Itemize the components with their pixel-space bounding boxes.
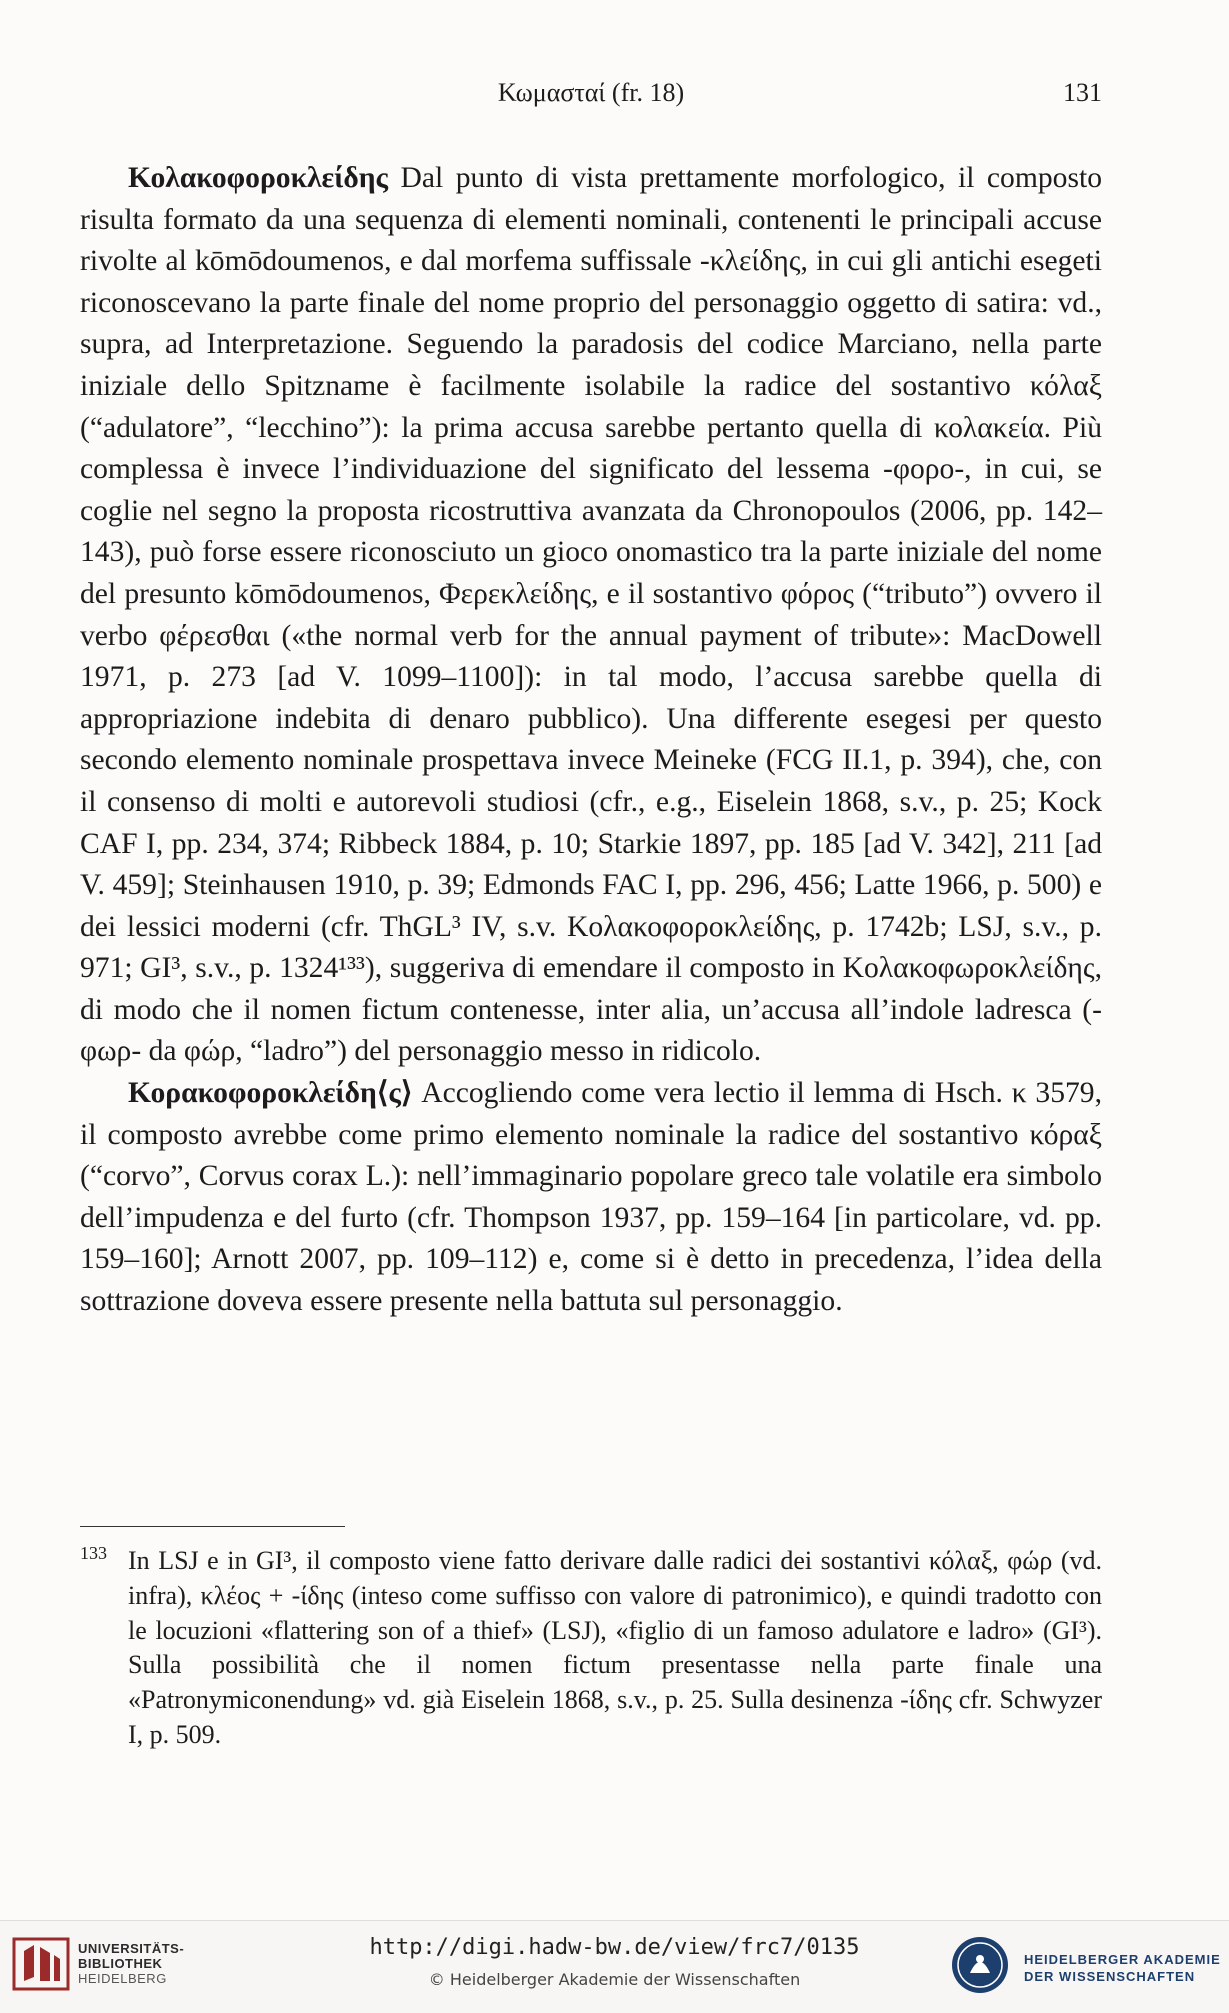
academy-seal-icon[interactable] (948, 1933, 1012, 1997)
university-library-name: UNIVERSITÄTS- BIBLIOTHEK HEIDELBERG (78, 1941, 185, 1986)
permalink-url[interactable]: http://digi.hadw-bw.de/view/frc7/0135 (369, 1935, 860, 1960)
paragraph-2 (80, 1073, 1102, 1323)
page-number: 131 (1063, 78, 1102, 107)
running-head-title: Κωμασταί (fr. 18) (497, 78, 685, 107)
academy-name: HEIDELBERGER AKADEMIE DER WISSENSCHAFTEN (1024, 1952, 1221, 1984)
footnote-rule (80, 1526, 345, 1527)
university-library-logo-icon[interactable] (10, 1933, 72, 1995)
footnote-text: In LSJ e in GI³, il composto viene fatto derivare dalle radici dei sostantivi κόλαξ, φώρ (vd. infra), κλέος + -ίδης (inteso come suffisso con valore di patronimico), e quindi tradotto con le locuzioni «flattering son of a thief» (LSJ), «figlio di un famoso adulatore e ladro» (GI³). Sulla possibilità che il nomen fictum presentasse nella parte finale una «Patronymiconendung» vd. già Eiselein 1868, s.v., p. 25. Sulla desinenza -ίδης cfr. Schwyzer I, p. 509. (128, 1546, 1102, 1749)
lemma-kolakophorokleides: Κολακοφοροκλείδης (128, 162, 389, 194)
copyright-notice: © Heidelberger Akademie der Wissenschaften (428, 1970, 801, 1989)
footnote-133 (80, 1544, 1102, 1753)
body-text (80, 158, 1102, 1323)
paragraph-2-text: Accogliendo come vera lectio il lemma di Hsch. κ 3579, il composto avrebbe come primo elemento nominale la radice del sostantivo κόραξ (“corvo”, Corvus corax L.): nell’immaginario popolare greco tale volatile era simbolo dell’impudenza e del furto (cfr. Thompson 1937, pp. 159–164 [in particolare, vd. pp. 159–160]; Arnott 2007, pp. 109–112) e, come si è detto in precedenza, l’idea della sottrazione doveva essere presente nella battuta sul personaggio. (80, 1077, 1102, 1318)
paragraph-1 (80, 158, 1102, 1073)
paragraph-1-text: Dal punto di vista prettamente morfologico, il composto risulta formato da una sequenza di elementi nominali, contenenti le principali accuse rivolte al kōmōdoumenos, e dal morfema suffissale -κλείδης, in cui gli antichi esegeti riconoscevano la parte finale del nome proprio del personaggio oggetto di satira: vd., supra, ad Interpretazione. Seguendo la paradosis del codice Marciano, nella parte iniziale dello Spitzname è facilmente isolabile la radice del sostantivo κόλαξ (“adulatore”, “lecchino”): la prima accusa sarebbe pertanto quella di κολακεία. Più complessa è invece l’individuazione del significato del lessema -φορο-, in cui, se coglie nel segno la proposta ricostruttiva avanzata da Chronopoulos (2006, pp. 142–143), può forse essere riconosciuto un gioco onomastico tra la parte iniziale del nome del presunto kōmōdoumenos, Φερεκλείδης, e il sostantivo φόρος (“tributo”) ovvero il verbo φέρεσθαι («the normal verb for the annual payment of tribute»: MacDowell 1971, p. 273 [ad V. 1099–1100]): in tal modo, l’accusa sarebbe quella di appropriazione indebita di denaro pubblico). Una differente esegesi per questo secondo elemento nominale prospettava invece Meineke (FCG II.1, p. 394), che, con il consenso di molti e autorevoli studiosi (cfr., e.g., Eiselein 1868, s.v., p. 25; Kock CAF I, pp. 234, 374; Ribbeck 1884, p. 10; Starkie 1897, pp. 185 [ad V. 342], 211 [ad V. 459]; Steinhausen 1910, p. 39; Edmonds FAC I, pp. 296, 456; Latte 1966, p. 500) e dei lessici moderni (cfr. ThGL³ IV, s.v. Κολακοφοροκλείδης, p. 1742b; LSJ, s.v., p. 971; GI³, s.v., p. 1324¹³³), suggeriva di emendare il composto in Κολακοφωροκλείδης, di modo che il nomen fictum contenesse, inter alia, un’accusa all’indole ladresca (-φωρ- da φώρ, “ladro”) del personaggio messo in ridicolo. (80, 162, 1102, 1068)
footnote-number: 133 (80, 1543, 107, 1563)
footer-center (300, 1935, 929, 1989)
viewer-footer (0, 1920, 1229, 2013)
lemma-korakophorokleides: Κορακοφοροκλείδη⟨ς⟩ (128, 1077, 413, 1110)
